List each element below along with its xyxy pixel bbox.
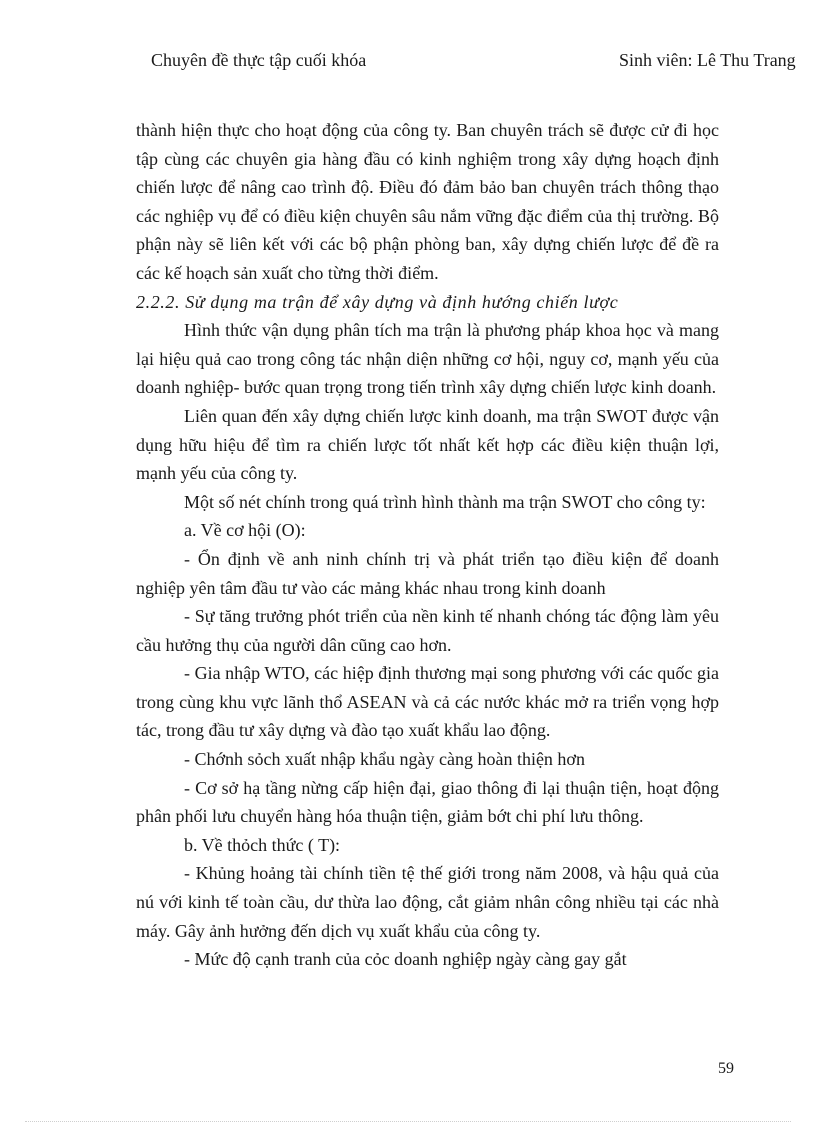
- list-item: - Cơ sở hạ tầng nừng cấp hiện đại, giao thông đi lại thuận tiện, hoạt động phân phối lưu chuyển hàng hóa thuận tiện, giảm bớt chi phí lưu thông.: [136, 777, 719, 827]
- subheading-opportunities: a. Về cơ hội (O):: [184, 520, 306, 541]
- paragraph: thành hiện thực cho hoạt động của công ty. Ban chuyên trách sẽ được cử đi học tập cùng các chuyên gia hàng đầu có kinh nghiệm trong xây dựng hoạch định chiến lược để nâng cao trình độ. Điều đó đảm bảo ban chuyên trách thông thạo các nghiệp vụ để có điều kiện chuyên sâu nắm vững đặc điểm của thị trường. Bộ phận này sẽ liên kết với các bộ phận phòng ban, xây dựng chiến lược để đề ra các kế hoạch sản xuất cho từng thời điểm.: [136, 120, 719, 283]
- document-body: [136, 116, 719, 974]
- list-item: - Khủng hoảng tài chính tiền tệ thế giới trong năm 2008, và hậu quả của nú với kinh tế toàn cầu, dư thừa lao động, cắt giảm nhân công nhiều tại các nhà máy. Gây ảnh hưởng đến dịch vụ xuất khẩu của công ty.: [136, 863, 719, 941]
- list-item: - Mức độ cạnh tranh của cỏc doanh nghiệp ngày càng gay gắt: [184, 949, 627, 970]
- section-heading: 2.2.2. Sử dụng ma trận để xây dựng và định hướng chiến lược: [136, 291, 619, 312]
- paragraph: Liên quan đến xây dựng chiến lược kinh doanh, ma trận SWOT được vận dụng hữu hiệu để tìm ra chiến lược tốt nhất kết hợp các điều kiện thuận lợi, mạnh yếu của công ty.: [136, 405, 719, 484]
- list-item: - Chớnh sỏch xuất nhập khẩu ngày càng hoàn thiện hơn: [184, 749, 585, 770]
- paragraph: Hình thức vận dụng phân tích ma trận là phương pháp khoa học và mang lại hiệu quả cao trong công tác nhận diện những cơ hội, nguy cơ, mạnh yếu của doanh nghiệp- bước quan trọng trong tiến trình xây dựng chiến lược kinh doanh.: [136, 320, 719, 398]
- page-number: 59: [718, 1060, 734, 1077]
- page-bottom-divider: [25, 1121, 791, 1122]
- list-item: - Sự tăng trưởng phót triển của nền kinh tế nhanh chóng tác động làm yêu cầu hưởng thụ của người dân cũng cao hơn.: [136, 606, 719, 655]
- header-student-name: Sinh viên: Lê Thu Trang: [619, 50, 796, 70]
- subheading-threats: b. Về thỏch thức ( T):: [184, 834, 341, 855]
- page-header: [0, 50, 816, 76]
- list-item: - Ổn định về anh ninh chính trị và phát triển tạo điều kiện để doanh nghiệp yên tâm đầu tư vào các mảng khác nhau trong kinh doanh: [136, 548, 719, 598]
- header-document-title: Chuyên đề thực tập cuối khóa: [151, 50, 367, 70]
- paragraph: Một số nét chính trong quá trình hình thành ma trận SWOT cho công ty:: [184, 491, 706, 512]
- list-item: - Gia nhập WTO, các hiệp định thương mại song phương với các quốc gia trong cùng khu vực lãnh thổ ASEAN và cả các nước khác mở ra triển vọng hợp tác, trong đầu tư xây dựng và đào tạo xuất khẩu lao động.: [136, 663, 719, 741]
